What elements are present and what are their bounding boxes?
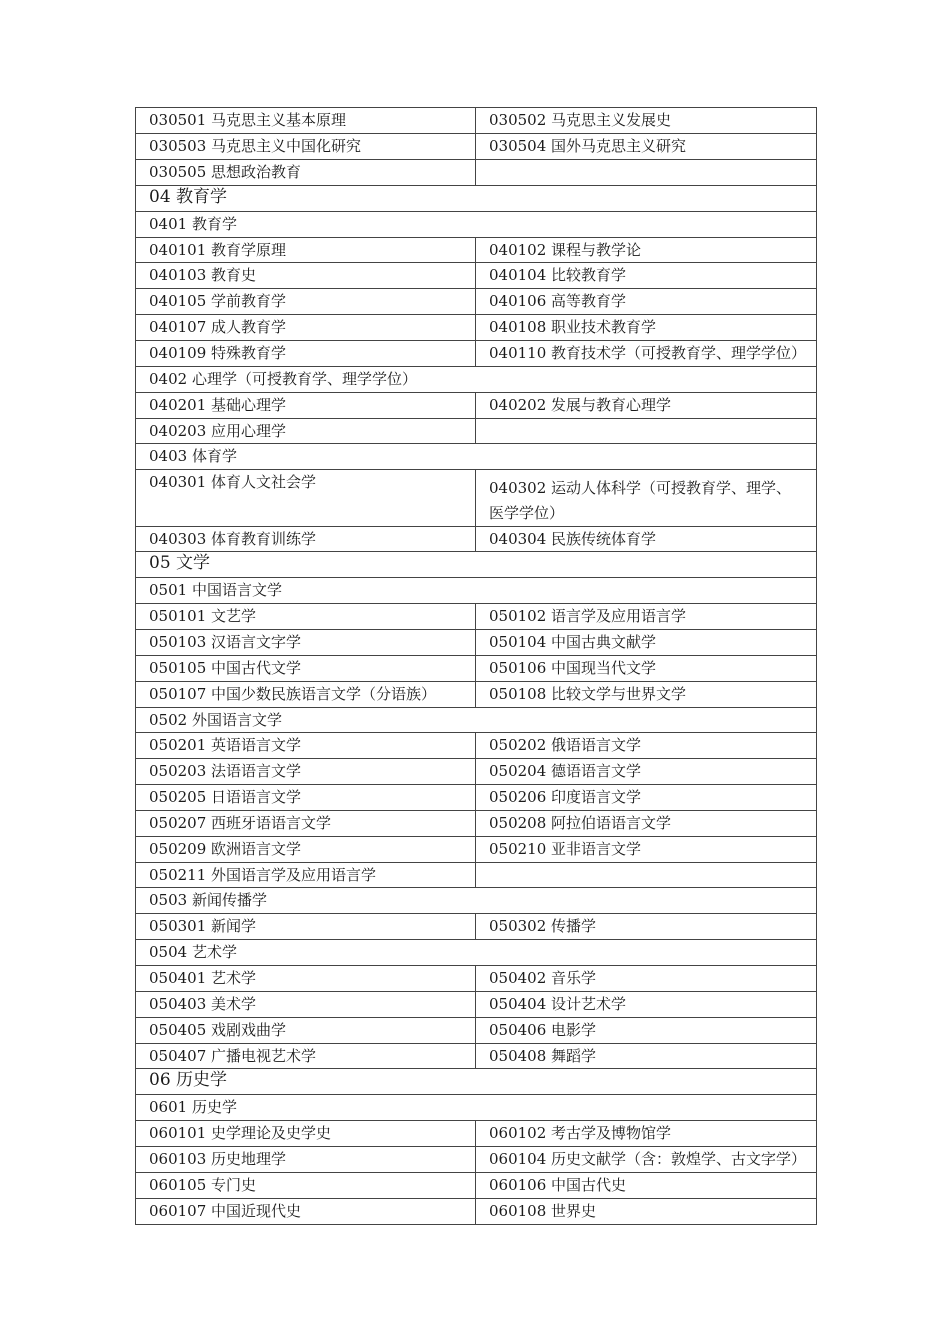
category-row <box>136 367 817 393</box>
cell-text: 050211 外国语言学及应用语言学 <box>149 866 377 884</box>
cell-text: 050205 日语语言文学 <box>149 788 302 806</box>
section-row <box>136 552 817 578</box>
left-cell <box>136 604 476 630</box>
left-cell <box>136 108 476 134</box>
cell-text: 050106 中国现当代文学 <box>489 659 657 677</box>
cell-text: 040304 民族传统体育学 <box>489 530 657 548</box>
left-cell <box>136 341 476 367</box>
table-row <box>136 630 817 656</box>
table-row <box>136 289 817 315</box>
cell-text: 0601 历史学 <box>149 1098 237 1116</box>
cell-text: 050407 广播电视艺术学 <box>149 1047 317 1065</box>
cell-text: 040301 体育人文社会学 <box>149 473 317 491</box>
cell-text: 050405 戏剧戏曲学 <box>149 1021 287 1039</box>
table-row <box>136 759 817 785</box>
table-row <box>136 785 817 811</box>
cell-text: 060104 历史文献学（含：敦煌学、古文字学） <box>489 1150 807 1168</box>
cell-text: 040106 高等教育学 <box>489 292 627 310</box>
cell-text <box>489 160 816 163</box>
cell-text: 040202 发展与教育心理学 <box>489 396 672 414</box>
category-row <box>136 212 817 238</box>
left-cell <box>136 914 476 940</box>
cell-text <box>489 863 816 866</box>
cell-text: 0502 外国语言文学 <box>149 711 282 729</box>
merged-cell <box>136 444 817 470</box>
category-row <box>136 444 817 470</box>
left-cell <box>136 785 476 811</box>
cell-text: 060108 世界史 <box>489 1202 597 1220</box>
cell-text: 050210 亚非语言文学 <box>489 840 642 858</box>
left-cell <box>136 682 476 708</box>
merged-cell <box>136 888 817 914</box>
cell-text: 050204 德语语言文学 <box>489 762 642 780</box>
cell-text: 040107 成人教育学 <box>149 318 287 336</box>
cell-text: 0501 中国语言文学 <box>149 581 282 599</box>
table-row <box>136 682 817 708</box>
right-cell <box>476 863 817 888</box>
cell-text: 040103 教育史 <box>149 266 257 284</box>
left-cell <box>136 1199 476 1225</box>
right-cell <box>476 238 817 263</box>
left-cell <box>136 289 476 315</box>
cell-text: 060103 历史地理学 <box>149 1150 287 1168</box>
right-cell <box>476 341 817 367</box>
right-cell <box>476 134 817 160</box>
right-cell <box>476 1173 817 1199</box>
category-row <box>136 708 817 733</box>
cell-text: 06 历史学 <box>149 1070 228 1090</box>
cell-text <box>489 419 816 422</box>
table-row <box>136 393 817 419</box>
merged-cell <box>136 578 817 604</box>
cell-text: 050105 中国古代文学 <box>149 659 302 677</box>
table-row <box>136 1121 817 1147</box>
left-cell <box>136 837 476 863</box>
table-row <box>136 108 817 134</box>
category-row <box>136 1095 817 1121</box>
merged-cell <box>136 708 817 733</box>
table-row <box>136 992 817 1018</box>
right-cell <box>476 811 817 837</box>
right-cell <box>476 630 817 656</box>
table-row <box>136 1173 817 1199</box>
right-cell <box>476 1147 817 1173</box>
cell-text: 050107 中国少数民族语言文学（分语族） <box>149 685 437 703</box>
cell-text: 050206 印度语言文学 <box>489 788 642 806</box>
right-cell <box>476 289 817 315</box>
cell-text: 050108 比较文学与世界文学 <box>489 685 687 703</box>
cell-text: 050401 艺术学 <box>149 969 257 987</box>
cell-text: 030501 马克思主义基本原理 <box>149 111 347 129</box>
table-row <box>136 811 817 837</box>
right-cell <box>476 470 817 527</box>
right-cell <box>476 108 817 134</box>
left-cell <box>136 238 476 263</box>
left-cell <box>136 419 476 444</box>
right-cell <box>476 733 817 759</box>
left-cell <box>136 1018 476 1044</box>
table-row <box>136 160 817 186</box>
cell-text: 050201 英语语言文学 <box>149 736 302 754</box>
merged-cell <box>136 186 817 212</box>
left-cell <box>136 527 476 552</box>
category-row <box>136 940 817 966</box>
merged-cell <box>136 552 817 578</box>
table-row <box>136 341 817 367</box>
table-row <box>136 863 817 888</box>
right-cell <box>476 837 817 863</box>
cell-text: 060107 中国近现代史 <box>149 1202 302 1220</box>
right-cell <box>476 263 817 289</box>
merged-cell <box>136 212 817 238</box>
cell-text: 060102 考古学及博物馆学 <box>489 1124 672 1142</box>
cell-text: 05 文学 <box>149 553 211 573</box>
table-row <box>136 1044 817 1069</box>
table-row <box>136 1147 817 1173</box>
cell-text: 040302 运动人体科学（可授教育学、理学、医学学位） <box>489 479 792 522</box>
left-cell <box>136 811 476 837</box>
right-cell <box>476 785 817 811</box>
left-cell <box>136 733 476 759</box>
cell-text: 0504 艺术学 <box>149 943 237 961</box>
left-cell <box>136 134 476 160</box>
cell-text: 050301 新闻学 <box>149 917 257 935</box>
right-cell <box>476 914 817 940</box>
cell-text: 060105 专门史 <box>149 1176 257 1194</box>
left-cell <box>136 630 476 656</box>
right-cell <box>476 527 817 552</box>
right-cell <box>476 966 817 992</box>
cell-text: 050209 欧洲语言文学 <box>149 840 302 858</box>
table-row <box>136 733 817 759</box>
cell-text: 050406 电影学 <box>489 1021 597 1039</box>
left-cell <box>136 1147 476 1173</box>
cell-text: 0402 心理学（可授教育学、理学学位） <box>149 370 417 388</box>
cell-text: 050202 俄语语言文学 <box>489 736 642 754</box>
right-cell <box>476 759 817 785</box>
cell-text: 040108 职业技术教育学 <box>489 318 657 336</box>
cell-text: 04 教育学 <box>149 187 228 207</box>
table-row <box>136 1199 817 1225</box>
cell-text: 050203 法语语言文学 <box>149 762 302 780</box>
cell-text: 040203 应用心理学 <box>149 422 287 440</box>
cell-text: 030504 国外马克思主义研究 <box>489 137 687 155</box>
merged-cell <box>136 367 817 393</box>
table-row <box>136 238 817 263</box>
left-cell <box>136 1044 476 1069</box>
table-row <box>136 966 817 992</box>
cell-text: 030503 马克思主义中国化研究 <box>149 137 362 155</box>
cell-text: 030502 马克思主义发展史 <box>489 111 672 129</box>
cell-text: 0403 体育学 <box>149 447 237 465</box>
cell-text: 050104 中国古典文献学 <box>489 633 657 651</box>
cell-text: 050302 传播学 <box>489 917 597 935</box>
section-row <box>136 186 817 212</box>
left-cell <box>136 263 476 289</box>
category-row <box>136 888 817 914</box>
section-row <box>136 1069 817 1095</box>
merged-cell <box>136 940 817 966</box>
cell-text: 0503 新闻传播学 <box>149 891 267 909</box>
left-cell <box>136 1121 476 1147</box>
table-row <box>136 604 817 630</box>
left-cell <box>136 966 476 992</box>
right-cell <box>476 160 817 186</box>
left-cell <box>136 863 476 888</box>
table-row <box>136 914 817 940</box>
right-cell <box>476 992 817 1018</box>
table-row <box>136 134 817 160</box>
table-row <box>136 1018 817 1044</box>
cell-text: 060101 史学理论及史学史 <box>149 1124 332 1142</box>
table-row <box>136 419 817 444</box>
cell-text: 050403 美术学 <box>149 995 257 1013</box>
right-cell <box>476 656 817 682</box>
left-cell <box>136 315 476 341</box>
merged-cell <box>136 1095 817 1121</box>
right-cell <box>476 1044 817 1069</box>
category-row <box>136 578 817 604</box>
cell-text: 030505 思想政治教育 <box>149 163 302 181</box>
table-body <box>136 108 817 1225</box>
cell-text: 050402 音乐学 <box>489 969 597 987</box>
cell-text: 050404 设计艺术学 <box>489 995 627 1013</box>
discipline-catalog-table <box>135 107 817 1225</box>
left-cell <box>136 470 476 527</box>
table-row <box>136 315 817 341</box>
left-cell <box>136 759 476 785</box>
right-cell <box>476 315 817 341</box>
cell-text: 050103 汉语言文字学 <box>149 633 302 651</box>
right-cell <box>476 682 817 708</box>
cell-text: 050408 舞蹈学 <box>489 1047 597 1065</box>
right-cell <box>476 1018 817 1044</box>
cell-text: 040102 课程与教学论 <box>489 241 642 259</box>
cell-text: 050208 阿拉伯语语言文学 <box>489 814 672 832</box>
left-cell <box>136 992 476 1018</box>
cell-text: 040303 体育教育训练学 <box>149 530 317 548</box>
cell-text: 040105 学前教育学 <box>149 292 287 310</box>
left-cell <box>136 656 476 682</box>
cell-text: 040201 基础心理学 <box>149 396 287 414</box>
table-row <box>136 470 817 527</box>
cell-text: 060106 中国古代史 <box>489 1176 627 1194</box>
right-cell <box>476 1121 817 1147</box>
cell-text: 0401 教育学 <box>149 215 237 233</box>
right-cell <box>476 1199 817 1225</box>
cell-text: 040110 教育技术学（可授教育学、理学学位） <box>489 344 807 362</box>
table-row <box>136 263 817 289</box>
right-cell <box>476 393 817 419</box>
left-cell <box>136 1173 476 1199</box>
merged-cell <box>136 1069 817 1095</box>
table-row <box>136 656 817 682</box>
right-cell <box>476 604 817 630</box>
cell-text: 040104 比较教育学 <box>489 266 627 284</box>
left-cell <box>136 160 476 186</box>
right-cell <box>476 419 817 444</box>
cell-text: 050102 语言学及应用语言学 <box>489 607 687 625</box>
table-row <box>136 837 817 863</box>
table-row <box>136 527 817 552</box>
cell-text: 050207 西班牙语语言文学 <box>149 814 332 832</box>
left-cell <box>136 393 476 419</box>
cell-text: 050101 文艺学 <box>149 607 257 625</box>
cell-text: 040101 教育学原理 <box>149 241 287 259</box>
cell-text: 040109 特殊教育学 <box>149 344 287 362</box>
